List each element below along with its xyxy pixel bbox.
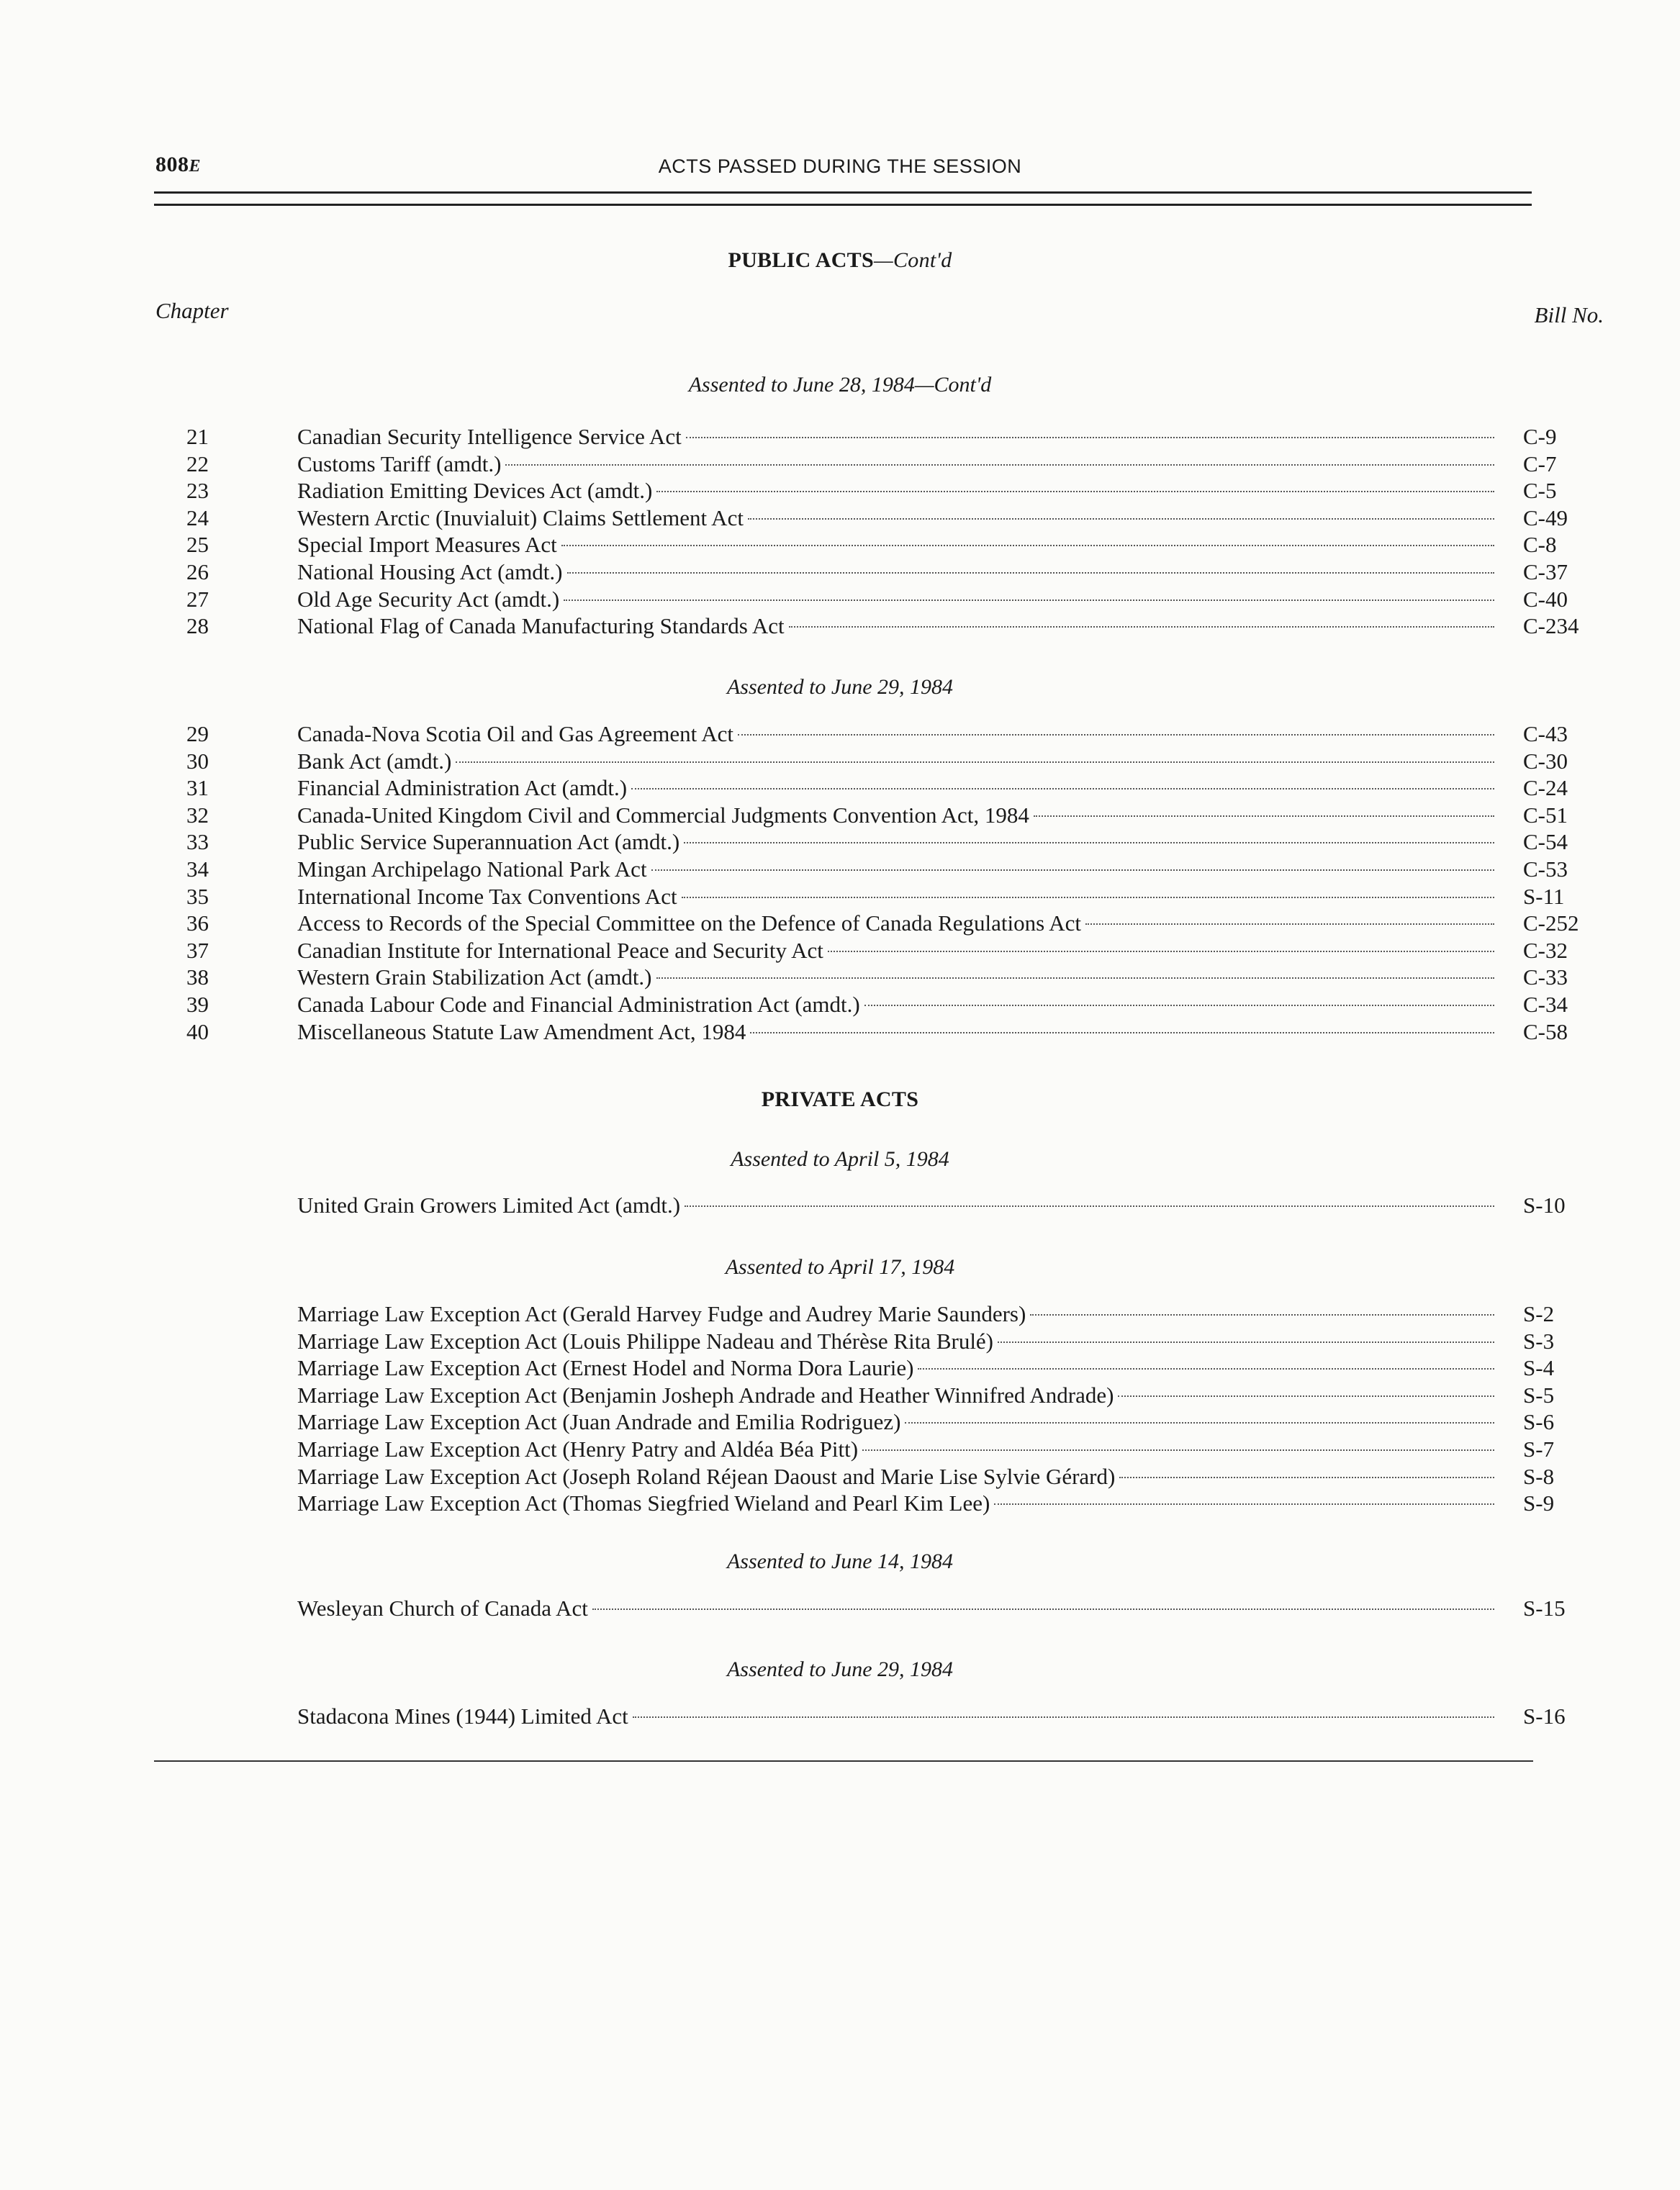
- act-title-cell: [297, 1328, 1497, 1355]
- bill-number: C-5: [1523, 478, 1557, 504]
- act-title-cell: [297, 774, 1497, 802]
- dot-leader: [738, 734, 1494, 736]
- page-number-suffix: E: [189, 157, 202, 176]
- bill-number: S-16: [1523, 1703, 1566, 1729]
- chapter-number: 22: [186, 451, 209, 476]
- table-row: [0, 883, 1680, 910]
- table-row: [0, 856, 1680, 883]
- table-row: [0, 828, 1680, 856]
- acts-list: [0, 423, 1680, 640]
- dot-leader: [1034, 815, 1494, 817]
- chapter-number: 33: [186, 829, 209, 855]
- table-row: [0, 1300, 1680, 1328]
- act-title: Western Arctic (Inuvialuit) Claims Settlement Act: [297, 504, 744, 530]
- table-row: [0, 802, 1680, 829]
- act-title: Canada-Nova Scotia Oil and Gas Agreement Act: [297, 721, 734, 746]
- act-title-cell: [297, 856, 1497, 883]
- table-row: [0, 1595, 1680, 1622]
- chapter-number: 23: [186, 478, 209, 504]
- act-title: Marriage Law Exception Act (Ernest Hodel and Norma Dora Laurie): [297, 1355, 914, 1381]
- table-row: [0, 1018, 1680, 1046]
- dot-leader: [685, 1205, 1494, 1207]
- bill-number: C-49: [1523, 504, 1568, 530]
- table-row: [0, 586, 1680, 613]
- dot-leader: [998, 1341, 1494, 1343]
- dot-leader: [748, 518, 1494, 520]
- assent-heading: Assented to April 5, 1984: [731, 1147, 949, 1171]
- chapter-number: 31: [186, 775, 209, 801]
- bill-number: C-51: [1523, 802, 1568, 828]
- act-title-cell: [297, 504, 1497, 532]
- act-title: Stadacona Mines (1944) Limited Act: [297, 1703, 628, 1729]
- act-title-cell: [297, 586, 1497, 613]
- table-row: [0, 1354, 1680, 1382]
- bill-number: C-7: [1523, 451, 1557, 476]
- chapter-column-head: Chapter: [155, 298, 229, 323]
- dot-leader: [684, 842, 1494, 843]
- dot-leader: [656, 491, 1494, 492]
- table-row: [0, 1436, 1680, 1463]
- dot-leader: [592, 1608, 1494, 1610]
- bill-number: C-53: [1523, 856, 1568, 882]
- chapter-number: 27: [186, 586, 209, 612]
- acts-list: [0, 1703, 1680, 1730]
- chapter-number: 39: [186, 991, 209, 1017]
- top-double-rule: [154, 191, 1532, 206]
- bill-number: C-40: [1523, 586, 1568, 612]
- act-title: International Income Tax Conventions Act: [297, 883, 677, 909]
- chapter-number: 30: [186, 748, 209, 774]
- bill-number: S-9: [1523, 1490, 1555, 1516]
- table-row: [0, 1382, 1680, 1409]
- table-row: [0, 477, 1680, 504]
- act-title: United Grain Growers Limited Act (amdt.): [297, 1193, 681, 1218]
- dot-leader: [828, 951, 1494, 952]
- table-row: [0, 991, 1680, 1018]
- dot-leader: [564, 599, 1494, 601]
- table-row: [0, 423, 1680, 451]
- chapter-number: 34: [186, 856, 209, 882]
- act-title-cell: [297, 1018, 1497, 1046]
- assent-heading: Assented to June 14, 1984: [726, 1549, 954, 1573]
- table-row: [0, 1408, 1680, 1436]
- act-title-cell: [297, 802, 1497, 829]
- act-title: Miscellaneous Statute Law Amendment Act, 1984: [297, 1018, 746, 1044]
- chapter-number: 38: [186, 964, 209, 990]
- table-row: [0, 774, 1680, 802]
- chapter-number: 32: [186, 802, 209, 828]
- table-row: [0, 612, 1680, 640]
- dot-leader: [862, 1449, 1494, 1451]
- assent-heading: Assented to April 17, 1984: [725, 1255, 955, 1279]
- act-title-cell: [297, 991, 1497, 1018]
- dot-leader: [505, 464, 1494, 466]
- act-title: Marriage Law Exception Act (Gerald Harvey Fudge and Audrey Marie Saunders): [297, 1301, 1026, 1326]
- act-title-cell: [297, 748, 1497, 775]
- act-title: Bank Act (amdt.): [297, 748, 452, 774]
- assent-heading: Assented to June 29, 1984: [726, 1657, 954, 1681]
- bill-number: C-32: [1523, 937, 1568, 963]
- act-title: Marriage Law Exception Act (Benjamin Josheph Andrade and Heather Winnifred Andrade): [297, 1382, 1114, 1408]
- act-title-cell: [297, 558, 1497, 586]
- act-title: Wesleyan Church of Canada Act: [297, 1596, 588, 1621]
- act-title: Canada Labour Code and Financial Administration Act (amdt.): [297, 991, 860, 1017]
- dot-leader: [456, 761, 1494, 763]
- bill-number: S-2: [1523, 1301, 1555, 1326]
- acts-list: [0, 1595, 1680, 1622]
- act-title: Canada-United Kingdom Civil and Commercial Judgments Convention Act, 1984: [297, 802, 1029, 828]
- chapter-number: 26: [186, 558, 209, 584]
- bill-number: S-5: [1523, 1382, 1555, 1408]
- dot-leader: [750, 1032, 1494, 1033]
- act-title-cell: [297, 1354, 1497, 1382]
- dot-leader: [1085, 923, 1494, 925]
- bill-number: C-8: [1523, 532, 1557, 558]
- table-row: [0, 720, 1680, 748]
- bill-number: C-37: [1523, 558, 1568, 584]
- act-title-cell: [297, 1300, 1497, 1328]
- act-title-cell: [297, 1436, 1497, 1463]
- assent-heading: Assented to June 28, 1984—Cont'd: [688, 373, 992, 397]
- dot-leader: [1119, 1477, 1494, 1478]
- act-title-cell: [297, 1382, 1497, 1409]
- chapter-number: 25: [186, 532, 209, 558]
- act-title-cell: [297, 531, 1497, 558]
- act-title: Western Grain Stabilization Act (amdt.): [297, 964, 652, 990]
- chapter-number: 21: [186, 424, 209, 449]
- act-title: Access to Records of the Special Committee on the Defence of Canada Regulations Act: [297, 910, 1081, 936]
- bill-number: C-33: [1523, 964, 1568, 990]
- acts-list: [0, 1192, 1680, 1219]
- bottom-rule: [154, 1760, 1533, 1762]
- table-row: [0, 1192, 1680, 1219]
- act-title-cell: [297, 1703, 1497, 1730]
- table-row: [0, 748, 1680, 775]
- act-title: Canadian Institute for International Peace and Security Act: [297, 937, 823, 963]
- bill-number: C-54: [1523, 829, 1568, 855]
- act-title-cell: [297, 910, 1497, 937]
- acts-list: [0, 720, 1680, 1045]
- act-title: Marriage Law Exception Act (Thomas Siegfried Wieland and Pearl Kim Lee): [297, 1490, 990, 1516]
- bill-number: S-11: [1523, 883, 1565, 909]
- table-row: [0, 964, 1680, 991]
- table-row: [0, 1328, 1680, 1355]
- chapter-number: 29: [186, 721, 209, 746]
- dot-leader: [789, 626, 1494, 628]
- act-title-cell: [297, 477, 1497, 504]
- page-number: 808E: [155, 153, 202, 176]
- bill-number: S-10: [1523, 1193, 1566, 1218]
- act-title-cell: [297, 612, 1497, 640]
- running-head: ACTS PASSED DURING THE SESSION: [658, 155, 1022, 177]
- bill-number: C-252: [1523, 910, 1579, 936]
- act-title: Marriage Law Exception Act (Joseph Roland Réjean Daoust and Marie Lise Sylvie Gérard): [297, 1463, 1116, 1489]
- act-title-cell: [297, 451, 1497, 478]
- bill-number: S-4: [1523, 1355, 1555, 1381]
- dot-leader: [994, 1503, 1494, 1505]
- chapter-number: 37: [186, 937, 209, 963]
- act-title-cell: [297, 1192, 1497, 1219]
- act-title-cell: [297, 423, 1497, 451]
- bill-number: S-8: [1523, 1463, 1555, 1489]
- bill-number: S-3: [1523, 1328, 1555, 1354]
- act-title: Old Age Security Act (amdt.): [297, 586, 560, 612]
- bill-number: C-34: [1523, 991, 1568, 1017]
- chapter-number: 40: [186, 1018, 209, 1044]
- act-title: Public Service Superannuation Act (amdt.): [297, 829, 680, 855]
- dot-leader: [561, 545, 1494, 546]
- bill-number: C-58: [1523, 1018, 1568, 1044]
- acts-list: [0, 1300, 1680, 1517]
- bill-number: C-234: [1523, 613, 1579, 639]
- bill-number: C-43: [1523, 721, 1568, 746]
- private-acts-title: PRIVATE ACTS: [761, 1087, 919, 1111]
- dot-leader: [1030, 1314, 1494, 1316]
- bill-number: C-24: [1523, 775, 1568, 801]
- act-title: Marriage Law Exception Act (Louis Philippe Nadeau and Thérèse Rita Brulé): [297, 1328, 994, 1354]
- table-row: [0, 910, 1680, 937]
- act-title: National Flag of Canada Manufacturing Standards Act: [297, 613, 785, 639]
- act-title: Special Import Measures Act: [297, 532, 557, 558]
- table-row: [0, 1703, 1680, 1730]
- dot-leader: [1118, 1395, 1494, 1397]
- act-title: Mingan Archipelago National Park Act: [297, 856, 647, 882]
- dot-leader: [631, 788, 1494, 789]
- act-title-cell: [297, 1463, 1497, 1490]
- chapter-number: 35: [186, 883, 209, 909]
- table-row: [0, 937, 1680, 964]
- dot-leader: [567, 572, 1495, 574]
- act-title-cell: [297, 937, 1497, 964]
- table-row: [0, 1463, 1680, 1490]
- act-title-cell: [297, 883, 1497, 910]
- dot-leader: [651, 869, 1494, 871]
- act-title-cell: [297, 964, 1497, 991]
- act-title: Customs Tariff (amdt.): [297, 451, 502, 476]
- act-title: Radiation Emitting Devices Act (amdt.): [297, 478, 653, 504]
- dot-leader: [656, 977, 1494, 979]
- table-row: [0, 504, 1680, 532]
- act-title-cell: [297, 720, 1497, 748]
- chapter-number: 36: [186, 910, 209, 936]
- bill-number: S-15: [1523, 1596, 1566, 1621]
- act-title: Financial Administration Act (amdt.): [297, 775, 628, 801]
- table-row: [0, 531, 1680, 558]
- act-title: Marriage Law Exception Act (Juan Andrade and Emilia Rodriguez): [297, 1409, 901, 1435]
- act-title: Canadian Security Intelligence Service Act: [297, 424, 682, 449]
- chapter-number: 24: [186, 504, 209, 530]
- act-title-cell: [297, 1408, 1497, 1436]
- bill-number: S-6: [1523, 1409, 1555, 1435]
- public-acts-title-contd: —Cont'd: [873, 248, 952, 272]
- dot-leader: [682, 897, 1494, 898]
- act-title-cell: [297, 1490, 1497, 1517]
- dot-leader: [633, 1716, 1494, 1718]
- bill-number: C-9: [1523, 424, 1557, 449]
- dot-leader: [918, 1368, 1494, 1370]
- act-title: Marriage Law Exception Act (Henry Patry and Aldéa Béa Pitt): [297, 1436, 859, 1462]
- chapter-number: 28: [186, 613, 209, 639]
- assent-heading: Assented to June 29, 1984: [726, 675, 954, 699]
- table-row: [0, 558, 1680, 586]
- act-title-cell: [297, 1595, 1497, 1622]
- act-title-cell: [297, 828, 1497, 856]
- public-acts-title: PUBLIC ACTS—Cont'd: [728, 248, 952, 272]
- bill-column-head: Bill No.: [1534, 302, 1604, 327]
- act-title: National Housing Act (amdt.): [297, 558, 563, 584]
- bill-number: C-30: [1523, 748, 1568, 774]
- bill-number: S-7: [1523, 1436, 1555, 1462]
- table-row: [0, 451, 1680, 478]
- dot-leader: [686, 437, 1494, 438]
- dot-leader: [905, 1422, 1494, 1424]
- table-row: [0, 1490, 1680, 1517]
- dot-leader: [864, 1005, 1494, 1006]
